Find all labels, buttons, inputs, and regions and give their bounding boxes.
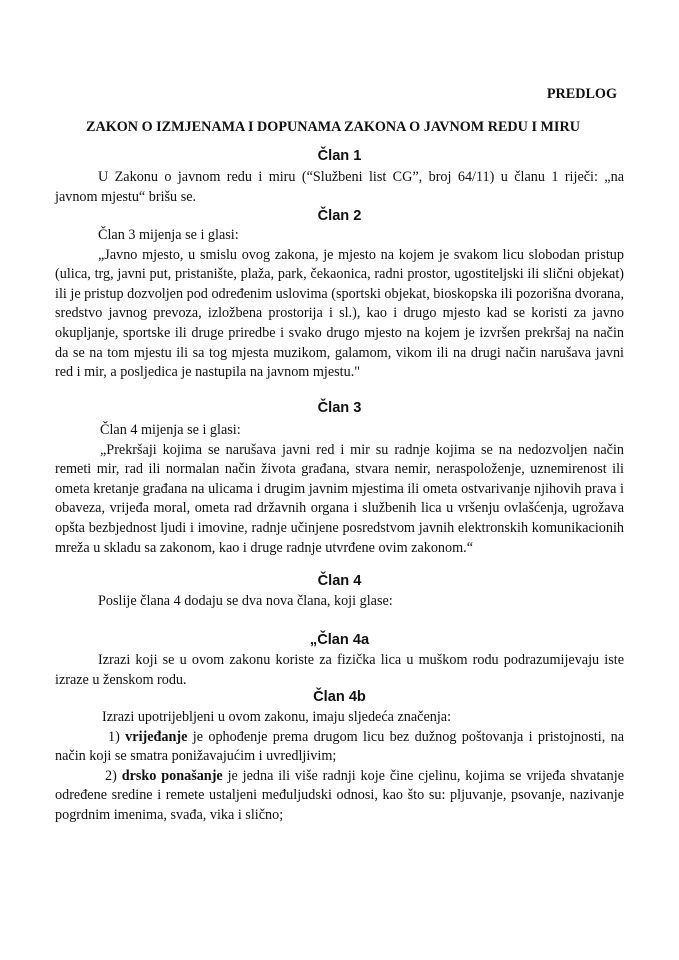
article-3-heading: Član 3 bbox=[317, 400, 362, 416]
article-4a-text: Izrazi koji se u ovom zakonu koriste za fizička lica u muškom rodu podrazumijevaju iste izraze u ženskom rodu. bbox=[55, 652, 624, 688]
article-2-heading: Član 2 bbox=[317, 208, 362, 224]
article-4b-body bbox=[55, 708, 624, 826]
article-3-intro: Član 4 mijenja se i glasi: bbox=[100, 422, 241, 438]
article-3-text: „Prekršaji kojima se narušava javni red i mir su radnje kojima se na nedozvoljen način remeti mir, rad ili normalan način života građana, stvara nemir, neraspoloženje, uznemirenost ili ometa kretanje građana na ulicama i drugim javnim mjestima ili ometa ostvarivanje njihovih prava i obaveza, vrijeđa moral, ometa rad državnih organa i službenih lica u vršenju ovlašćenja, ugrožava opšta bezbjednost ljudi i imovine, radnje učinjene posredstvom javnih elektronskih komunikacionih mreža u skladu sa zakonom, kao i druge radnje utvrđene ovim zakonom.“ bbox=[55, 441, 624, 556]
definition-term: vrijeđanje bbox=[125, 728, 188, 745]
article-4a-heading: „Član 4a bbox=[309, 632, 370, 648]
article-1-body bbox=[55, 168, 624, 207]
document-title: ZAKON O IZMJENAMA I DOPUNAMA ZAKONA O JAVNOM REDU I MIRU bbox=[86, 119, 580, 135]
document-tag: PREDLOG bbox=[546, 86, 617, 102]
article-3-body bbox=[55, 421, 624, 558]
article-4-intro: Poslije člana 4 dodaju se dva nova člana, koji glase: bbox=[98, 593, 393, 609]
article-4-heading: Član 4 bbox=[317, 573, 362, 589]
definition-number: 2) bbox=[105, 767, 117, 784]
article-1-heading: Član 1 bbox=[317, 148, 362, 164]
article-2-body bbox=[55, 226, 624, 383]
definition-text: je ophođenje prema drugom licu bez dužnog poštovanja i pristojnosti, na način koji se smatra ponižavajućim i uvredljivim; bbox=[55, 728, 624, 765]
article-1-text: U Zakonu o javnom redu i miru (“Službeni list CG”, broj 64/11) u članu 1 riječi: „na javnom mjestu“ brišu se. bbox=[55, 169, 624, 205]
definition-item bbox=[55, 767, 624, 826]
article-4a-body bbox=[55, 651, 624, 690]
definition-term: drsko ponašanje bbox=[121, 767, 223, 784]
article-4-body bbox=[55, 592, 624, 612]
definition-number: 1) bbox=[108, 728, 120, 745]
article-4b-intro: Izrazi upotrijebljeni u ovom zakonu, imaju sljedeća značenja: bbox=[102, 709, 452, 725]
article-2-text: „Javno mjesto, u smislu ovog zakona, je mjesto na kojem je svakom licu slobodan pristup (ulica, trg, javni put, pristanište, plaža, park, čekaonica, radni prostor, ugostiteljski ili slični objekat) ili je pristup dozvoljen pod određenim uslovima (sportski objekat, bioskopska ili pozorišna dvorana, sredstvo javnog prevoza, izložbena prostorija i sl.), kao i drugo mjesto kad se koristi za javno okupljanje, sportske ili druge priredbe i svako drugo mjesto na kojem je izvršen prekršaj na način da se na tom mjestu ili sa tog mjesta muzikom, galamom, vikom ili na drugi način narušava javni red i mir, a posljedica je nastupila na javnom mjestu." bbox=[55, 246, 624, 381]
definition-item bbox=[55, 728, 624, 767]
article-4b-heading: Član 4b bbox=[313, 689, 366, 705]
definition-text: je jedna ili više radnji koje čine cjelinu, kojima se vrijeđa shvatanje određene sredine i remete ustaljeni međuljudski odnosi, kao što su: pljuvanje, psovanje, nazivanje pogrdnim imenima, svađa, vika i slično; bbox=[55, 767, 625, 823]
article-2-intro: Član 3 mijenja se i glasi: bbox=[98, 227, 239, 243]
